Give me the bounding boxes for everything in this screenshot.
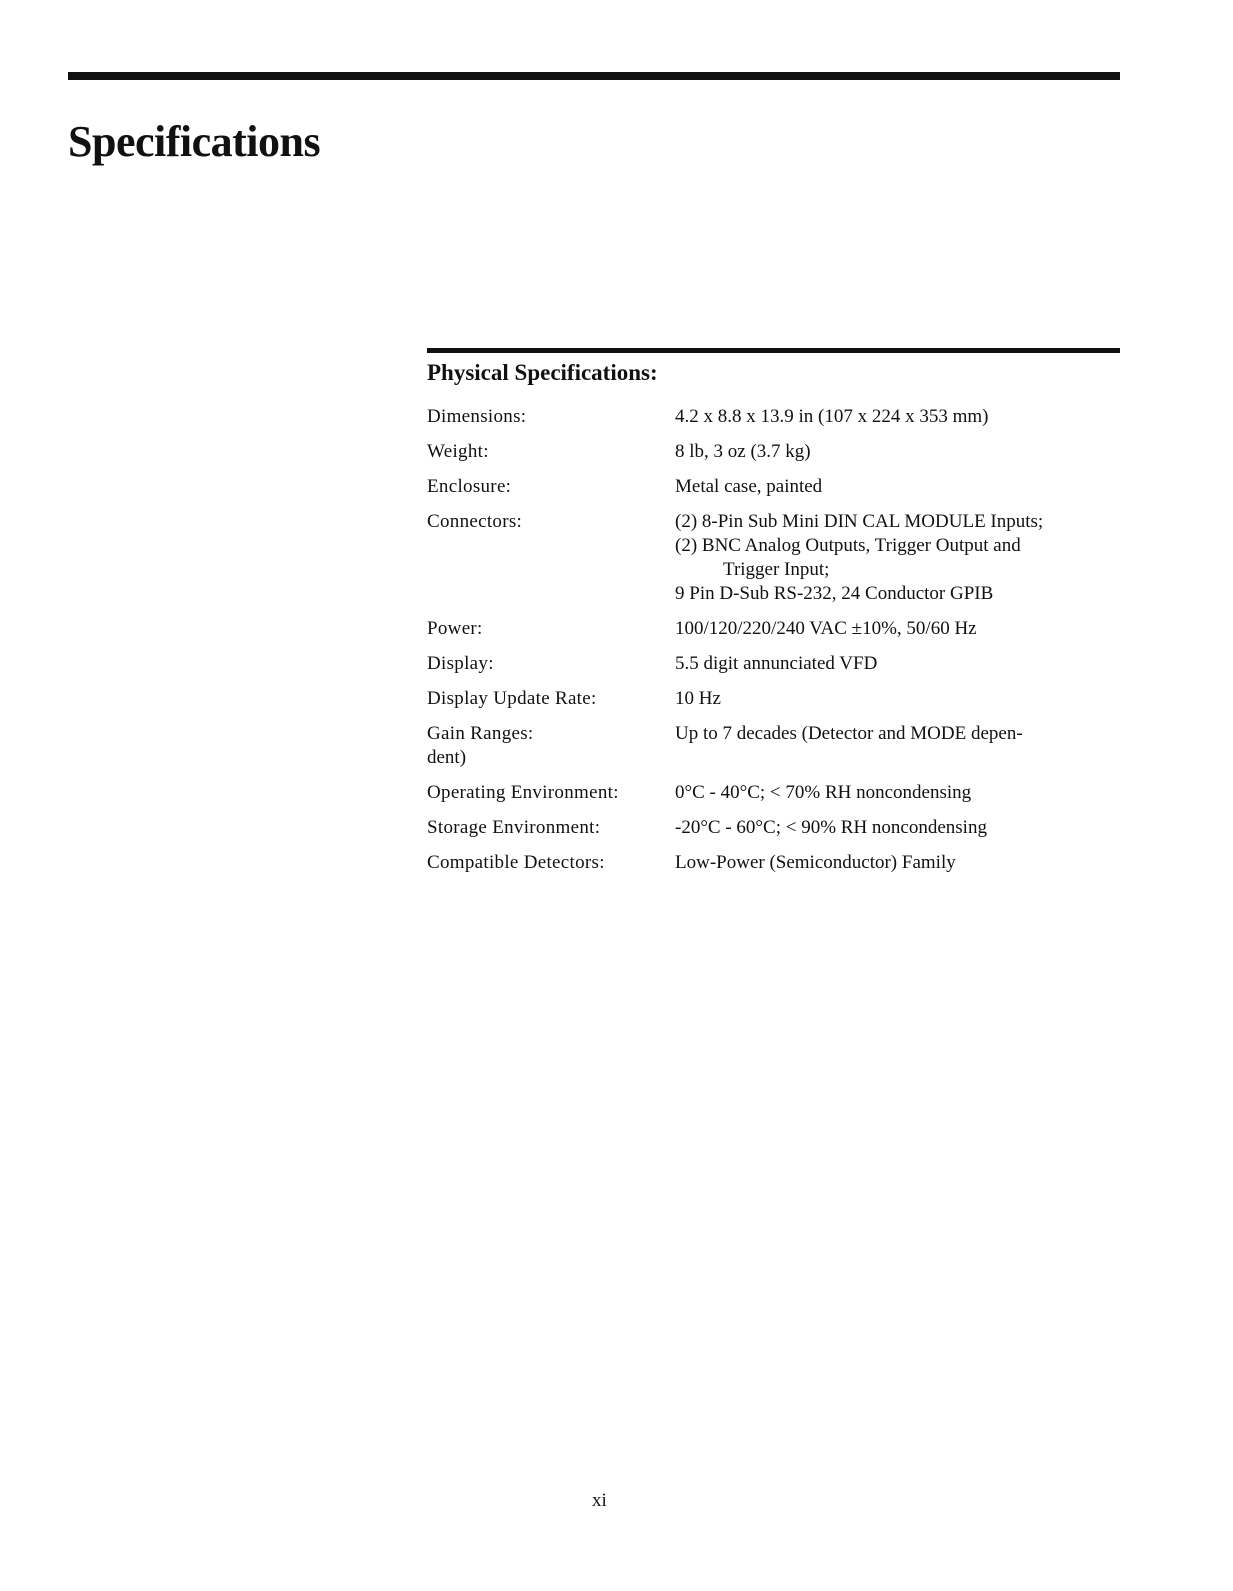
page-title: Specifications (68, 117, 321, 166)
spec-value-continuation: dent) (427, 747, 467, 768)
spec-value-line: (2) 8-Pin Sub Mini DIN CAL MODULE Inputs; (675, 511, 1044, 532)
top-rule (68, 72, 1120, 80)
spec-label: Power: (427, 618, 483, 639)
spec-row-storage-environment (427, 816, 1117, 840)
spec-label: Operating Environment: (427, 782, 619, 803)
spec-row-gain-ranges (427, 722, 1117, 770)
spec-row-dimensions (427, 405, 1117, 429)
spec-row-power (427, 617, 1117, 641)
spec-value: -20°C - 60°C; < 90% RH noncondensing (675, 817, 987, 838)
spec-value: Low-Power (Semiconductor) Family (675, 852, 956, 873)
spec-row-weight (427, 440, 1117, 464)
spec-value: 100/120/220/240 VAC ±10%, 50/60 Hz (675, 618, 977, 639)
spec-label: Enclosure: (427, 476, 512, 497)
spec-value (675, 510, 1117, 606)
spec-label: Connectors: (427, 511, 523, 532)
spec-row-operating-environment (427, 781, 1117, 805)
spec-value: 0°C - 40°C; < 70% RH noncondensing (675, 782, 972, 803)
spec-value: 10 Hz (675, 688, 721, 709)
spec-label: Weight: (427, 441, 489, 462)
spec-value: 5.5 digit annunciated VFD (675, 653, 878, 674)
spec-label: Compatible Detectors: (427, 852, 605, 873)
spec-value: Metal case, painted (675, 476, 823, 497)
spec-value-line: Trigger Input; (723, 559, 830, 580)
spec-value-line: 9 Pin D-Sub RS-232, 24 Conductor GPIB (675, 583, 994, 604)
spec-label: Storage Environment: (427, 817, 601, 838)
spec-label: Dimensions: (427, 406, 527, 427)
spec-value-line: (2) BNC Analog Outputs, Trigger Output and (675, 535, 1021, 556)
spec-label: Display Update Rate: (427, 688, 597, 709)
spec-row-connectors (427, 510, 1117, 606)
spec-label: Display: (427, 653, 494, 674)
spec-row-compatible-detectors (427, 851, 1117, 875)
spec-value: Up to 7 decades (Detector and MODE depen- (675, 723, 1023, 744)
spec-label: Gain Ranges: (427, 723, 534, 744)
section-rule (427, 348, 1120, 353)
section-heading: Physical Specifications: (427, 360, 658, 385)
page-number: xi (592, 1490, 607, 1511)
spec-row-enclosure (427, 475, 1117, 499)
spec-value: 8 lb, 3 oz (3.7 kg) (675, 441, 811, 462)
spec-row-display (427, 652, 1117, 676)
spec-value: 4.2 x 8.8 x 13.9 in (107 x 224 x 353 mm) (675, 406, 989, 427)
spec-row-display-update-rate (427, 687, 1117, 711)
spec-list (427, 405, 1117, 886)
